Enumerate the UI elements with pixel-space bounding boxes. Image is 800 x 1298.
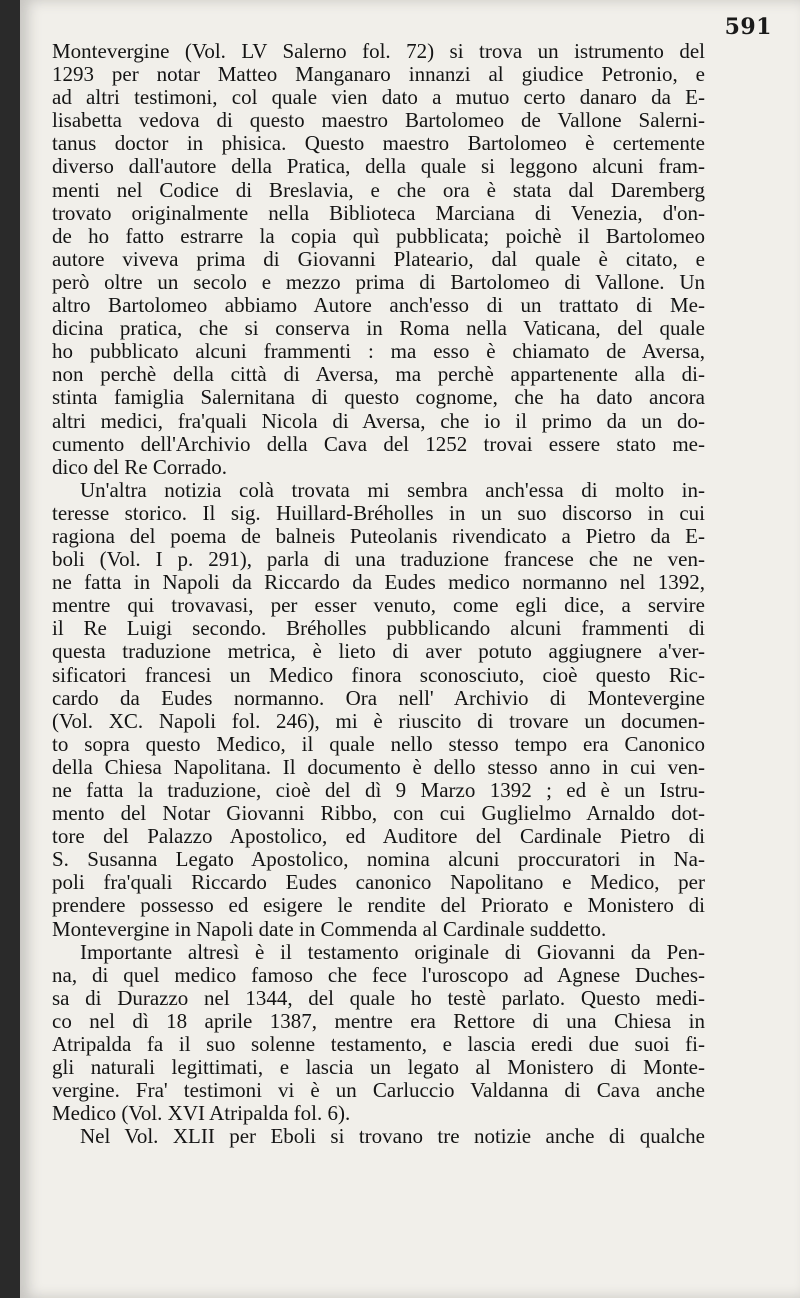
text-line: cardo da Eudes normanno. Ora nell' Archivio di Montevergine (52, 686, 705, 710)
text-line: autore viveva prima di Giovanni Plateario, dal quale è citato, e (52, 247, 705, 271)
text-line: co nel dì 18 aprile 1387, mentre era Rettore di una Chiesa in (52, 1009, 705, 1033)
text-line: ragiona del poema de balneis Puteolanis rivendicato a Pietro da E- (52, 524, 705, 548)
text-line: mento del Notar Giovanni Ribbo, con cui Guglielmo Arnaldo dot- (52, 802, 705, 826)
text-line: Importante altresì è il testamento originale di Giovanni da Pen- (80, 940, 705, 964)
text-line: altro Bartolomeo abbiamo Autore anch'esso di un trattato di Me- (52, 294, 705, 318)
text-line: diverso dall'autore della Pratica, della quale si leggono alcuni fram- (52, 155, 705, 179)
text-line: prendere possesso ed esigere le rendite del Priorato e Monistero di (52, 894, 705, 918)
text-line: na, di quel medico famoso che fece l'uroscopo ad Agnese Duches- (52, 963, 705, 987)
text-line: dicina pratica, che si conserva in Roma nella Vaticana, del quale (52, 317, 705, 341)
text-line: Nel Vol. XLII per Eboli si trovano tre notizie anche di qualche (80, 1125, 705, 1149)
text-line: (Vol. XC. Napoli fol. 246), mi è riuscito di trovare un documen- (52, 709, 705, 733)
text-line: questa traduzione metrica, è lieto di aver potuto aggiugnere a'ver- (52, 640, 705, 664)
body-text (52, 40, 705, 1149)
book-page (20, 0, 800, 1298)
text-line: non perchè della città di Aversa, ma perchè appartenente alla di- (52, 363, 705, 387)
page-number: 591 (724, 14, 772, 40)
text-line: stinta famiglia Salernitana di questo cognome, che ha dato ancora (52, 386, 705, 410)
text-line: della Chiesa Napolitana. Il documento è dello stesso anno in cui ven- (52, 755, 705, 779)
text-line: boli (Vol. I p. 291), parla di una traduzione francese che ne ven- (52, 548, 705, 572)
text-line: gli naturali legittimati, e lascia un legato al Monistero di Monte- (52, 1056, 705, 1080)
text-line: tore del Palazzo Apostolico, ed Auditore del Cardinale Pietro di (52, 825, 705, 849)
text-line: to sopra questo Medico, il quale nello stesso tempo era Canonico (52, 732, 705, 756)
text-line: vergine. Fra' testimoni vi è un Carluccio Valdanna di Cava anche (52, 1079, 705, 1103)
text-line: Atripalda fa il suo solenne testamento, e lascia eredi due suoi fi- (52, 1033, 705, 1057)
text-line: teresse storico. Il sig. Huillard-Bréholles in un suo discorso in cui (52, 501, 705, 525)
text-line: cumento dell'Archivio della Cava del 1252 trovai essere stato me- (52, 432, 705, 456)
text-line: tanus doctor in phisica. Questo maestro Bartolomeo è certemente (52, 132, 705, 156)
text-line: ho pubblicato alcuni frammenti : ma esso è chiamato de Aversa, (52, 340, 705, 364)
text-line: Medico (Vol. XVI Atripalda fol. 6). (52, 1102, 351, 1126)
text-line: menti nel Codice di Breslavia, e che ora è stata dal Daremberg (52, 178, 705, 202)
text-line: ne fatta la traduzione, cioè del dì 9 Marzo 1392 ; ed è un Istru- (52, 779, 705, 802)
text-line: sa di Durazzo nel 1344, del quale ho testè parlato. Questo medi- (52, 986, 705, 1010)
text-line: il Re Luigi secondo. Bréholles pubblicando alcuni frammenti di (52, 617, 705, 641)
text-line: Montevergine (Vol. LV Salerno fol. 72) si trova un istrumento del (52, 40, 705, 63)
text-line: de ho fatto estrarre la copia quì pubblicata; poichè il Bartolomeo (52, 224, 705, 248)
text-line: S. Susanna Legato Apostolico, nomina alcuni proccuratori in Na- (52, 848, 705, 872)
text-line: mentre qui trovavasi, per esser venuto, come egli dice, a servire (52, 594, 705, 618)
text-line: Un'altra notizia colà trovata mi sembra anch'essa di molto in- (80, 478, 705, 502)
text-line: ne fatta in Napoli da Riccardo da Eudes medico normanno nel 1392, (52, 571, 705, 595)
text-line: però oltre un secolo e mezzo prima di Bartolomeo di Vallone. Un (52, 270, 705, 294)
text-line: 1293 per notar Matteo Manganaro innanzi al giudice Petronio, e (52, 63, 705, 87)
text-line: trovato originalmente nella Biblioteca Marciana di Venezia, d'on- (52, 201, 705, 225)
text-line: dico del Re Corrado. (52, 455, 227, 479)
text-line: altri medici, fra'quali Nicola di Aversa, che io il primo da un do- (52, 409, 705, 433)
text-line: ad altri testimoni, col quale vien dato a mutuo certo danaro da E- (52, 86, 705, 110)
text-line: sificatori francesi un Medico finora sconosciuto, cioè questo Ric- (52, 663, 705, 687)
text-line: Montevergine in Napoli date in Commenda al Cardinale suddetto. (52, 917, 607, 941)
text-line: poli fra'quali Riccardo Eudes canonico Napolitano e Medico, per (52, 871, 705, 895)
text-line: lisabetta vedova di questo maestro Bartolomeo de Vallone Salerni- (52, 109, 705, 133)
